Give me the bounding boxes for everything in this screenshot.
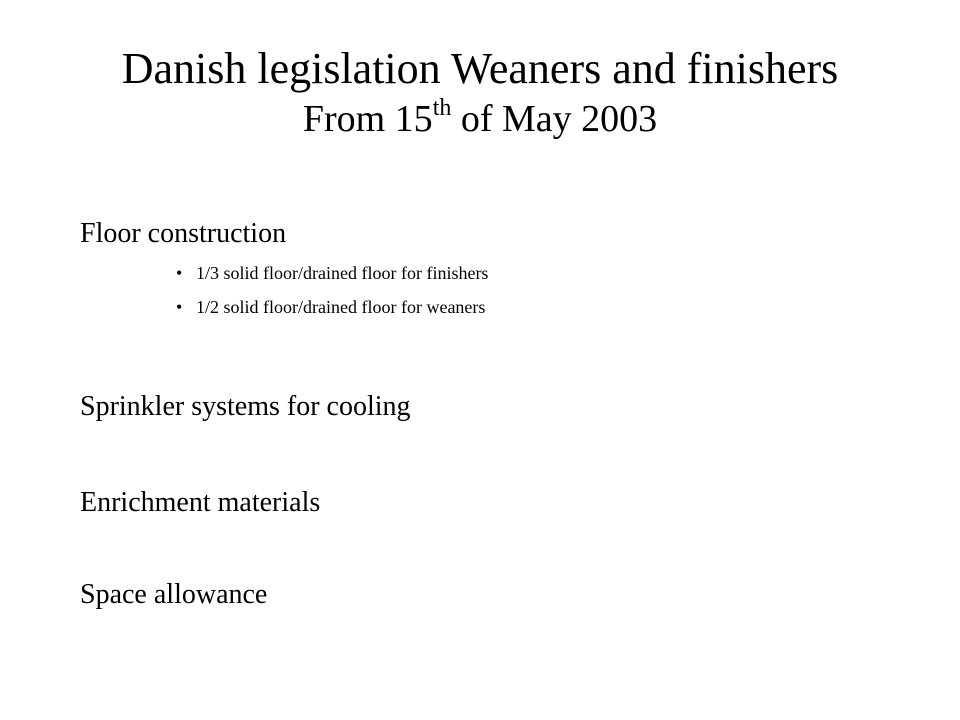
heading-space-allowance: Space allowance xyxy=(80,579,268,610)
subtitle-suffix: of May 2003 xyxy=(451,98,658,140)
bullet-item xyxy=(176,296,488,318)
bullet-text: 1/3 solid floor/drained floor for finishers xyxy=(196,263,489,283)
subtitle-superscript: th xyxy=(432,95,452,121)
title-block xyxy=(60,42,900,147)
heading-enrichment-materials: Enrichment materials xyxy=(80,487,321,518)
heading-sprinkler-systems: Sprinkler systems for cooling xyxy=(80,391,411,422)
heading-floor-construction: Floor construction xyxy=(80,218,287,249)
bullet-dot-icon: • xyxy=(176,263,183,283)
slide-subtitle xyxy=(60,96,900,147)
subtitle-prefix: From 15 xyxy=(302,98,433,140)
floor-construction-bullets xyxy=(176,262,488,330)
bullet-text: 1/2 solid floor/drained floor for weaners xyxy=(196,297,486,317)
bullet-item xyxy=(176,262,488,284)
bullet-dot-icon: • xyxy=(176,297,183,317)
slide-title: Danish legislation Weaners and finishers xyxy=(121,44,839,93)
